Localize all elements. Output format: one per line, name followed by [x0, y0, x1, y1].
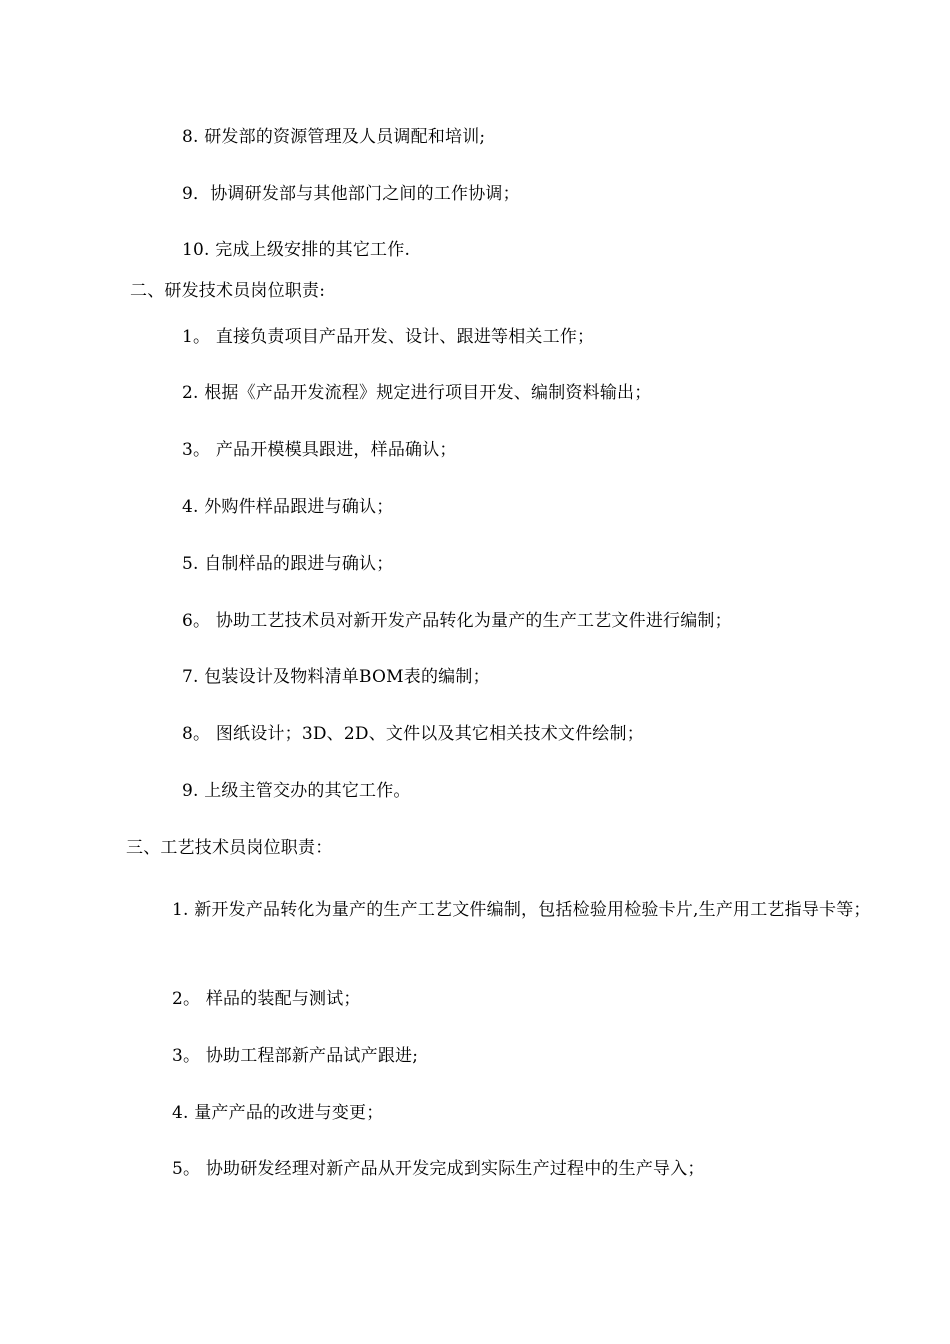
list-item-wrapped: [88, 890, 878, 930]
list-item: 1。 直接负责项目产品开发、设计、跟进等相关工作；: [182, 327, 595, 347]
list-item: 2。 样品的装配与测试；: [172, 989, 361, 1009]
list-item: 3。 产品开模模具跟进，样品确认；: [182, 440, 457, 460]
list-item: 4. 量产产品的改进与变更；: [172, 1103, 384, 1123]
section-heading: 三、工艺技术员岗位职责：: [126, 838, 333, 858]
list-item: 6。 协助工艺技术员对新开发产品转化为量产的生产工艺文件进行编制；: [182, 611, 732, 631]
list-item: 10. 完成上级安排的其它工作.: [182, 240, 411, 260]
list-item: 7. 包装设计及物料清单BOM表的编制；: [182, 667, 490, 687]
section-heading: 二、研发技术员岗位职责:: [130, 281, 326, 301]
list-item: 2. 根据《产品开发流程》规定进行项目开发、编制资料输出；: [182, 383, 652, 403]
list-item: 8. 研发部的资源管理及人员调配和培训;: [182, 127, 486, 147]
list-item: 8。 图纸设计；3D、2D、文件以及其它相关技术文件绘制；: [182, 724, 644, 744]
list-item-text: 1. 新开发产品转化为量产的生产工艺文件编制，包括检验用检验卡片,生产用工艺指导卡等；: [172, 900, 871, 920]
list-item: 3。 协助工程部新产品试产跟进;: [172, 1046, 419, 1066]
list-item: 5. 自制样品的跟进与确认；: [182, 554, 394, 574]
list-item: 5。 协助研发经理对新产品从开发完成到实际生产过程中的生产导入；: [172, 1159, 705, 1179]
list-item: 9．协调研发部与其他部门之间的工作协调；: [182, 184, 520, 204]
list-item: 9. 上级主管交办的其它工作。: [182, 781, 411, 801]
list-item: 4. 外购件样品跟进与确认；: [182, 497, 394, 517]
